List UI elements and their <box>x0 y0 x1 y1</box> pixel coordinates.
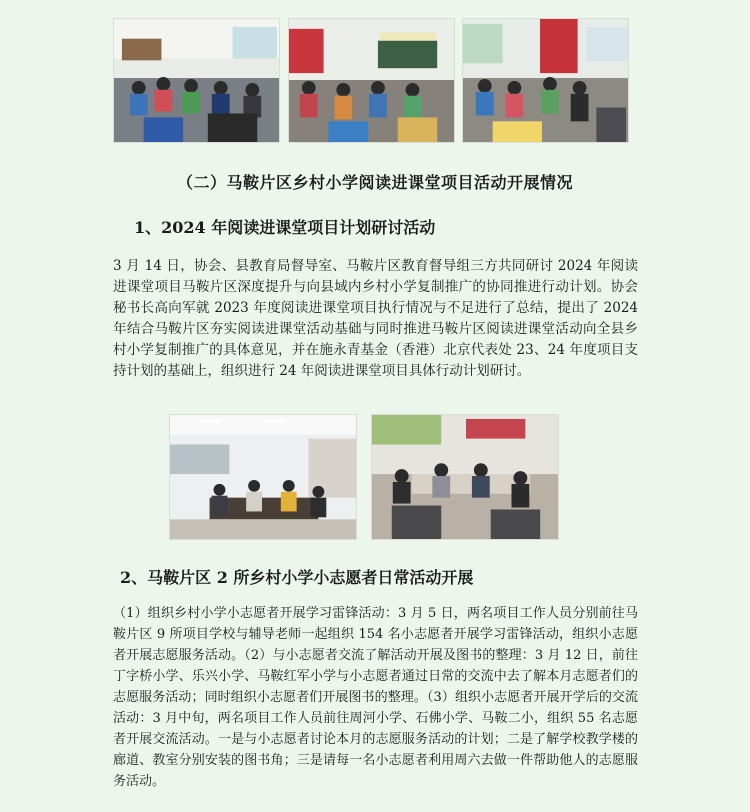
classroom-image <box>463 19 628 142</box>
meeting-image <box>372 415 558 539</box>
photo-classroom-left <box>113 18 280 143</box>
item2-body: （1）组织乡村小学小志愿者开展学习雷锋活动：3 月 5 日，两名项目工作人员分别前往马鞍片区 9 所项目学校与辅导老师一起组织 154 名小志愿者开展学习雷锋活动，组织小志愿者开展志愿服务活动。（2）与小志愿者交流了解活动开展及图书的整理：3 月 12 日，前往丁字桥小学、乐兴小学、马鞍红军小学与小志愿者通过日常的交流中去了解本月志愿者们的志愿服务活动；同时组织小志愿者们开展图书的整理。（3）组织小志愿者开展开学后的交流活动：3 月中旬，两名项目工作人员前往周河小学、石佛小学、马鞍二小，组织 55 名志愿者开展交流活动。一是与小志愿者讨论本月的志愿服务活动的计划；二是了解学校教学楼的廊道、教室分别安装的图书角；三是请每一名小志愿者利用周六去做一件帮助他人的志愿服务活动。 <box>113 606 638 789</box>
meeting-image <box>170 415 356 539</box>
photo-classroom-center <box>288 18 455 143</box>
item2-title: 2、马鞍片区 2 所乡村小学小志愿者日常活动开展 <box>120 568 474 587</box>
classroom-image <box>114 19 279 142</box>
item1-title: 1、2024 年阅读进课堂项目计划研讨活动 <box>134 218 436 237</box>
photo-meeting-left <box>169 414 357 540</box>
section-title: （二）马鞍片区乡村小学阅读进课堂项目活动开展情况 <box>176 173 573 192</box>
photo-classroom-right <box>462 18 629 143</box>
item1-body: 3 月 14 日，协会、县教育局督导室、马鞍片区教育督导组三方共同研讨 2024 年阅读进课堂项目马鞍片区深度提升与向县域内乡村小学复制推广的协同推进行动计划。协会秘书长高向军就 2023 年度阅读进课堂项目执行情况与不足进行了总结，提出了 2024 年结合马鞍片区夯实阅读进课堂活动基础与同时推进马鞍片区阅读进课堂活动向全县乡村小学复制推广的具体意见，并在施永青基金（香港）北京代表处 23、24 年度项目支持计划的基础上，组织进行 24 年阅读进课堂项目具体行动计划研讨。 <box>113 258 638 379</box>
photo-meeting-right <box>371 414 559 540</box>
classroom-image <box>289 19 454 142</box>
